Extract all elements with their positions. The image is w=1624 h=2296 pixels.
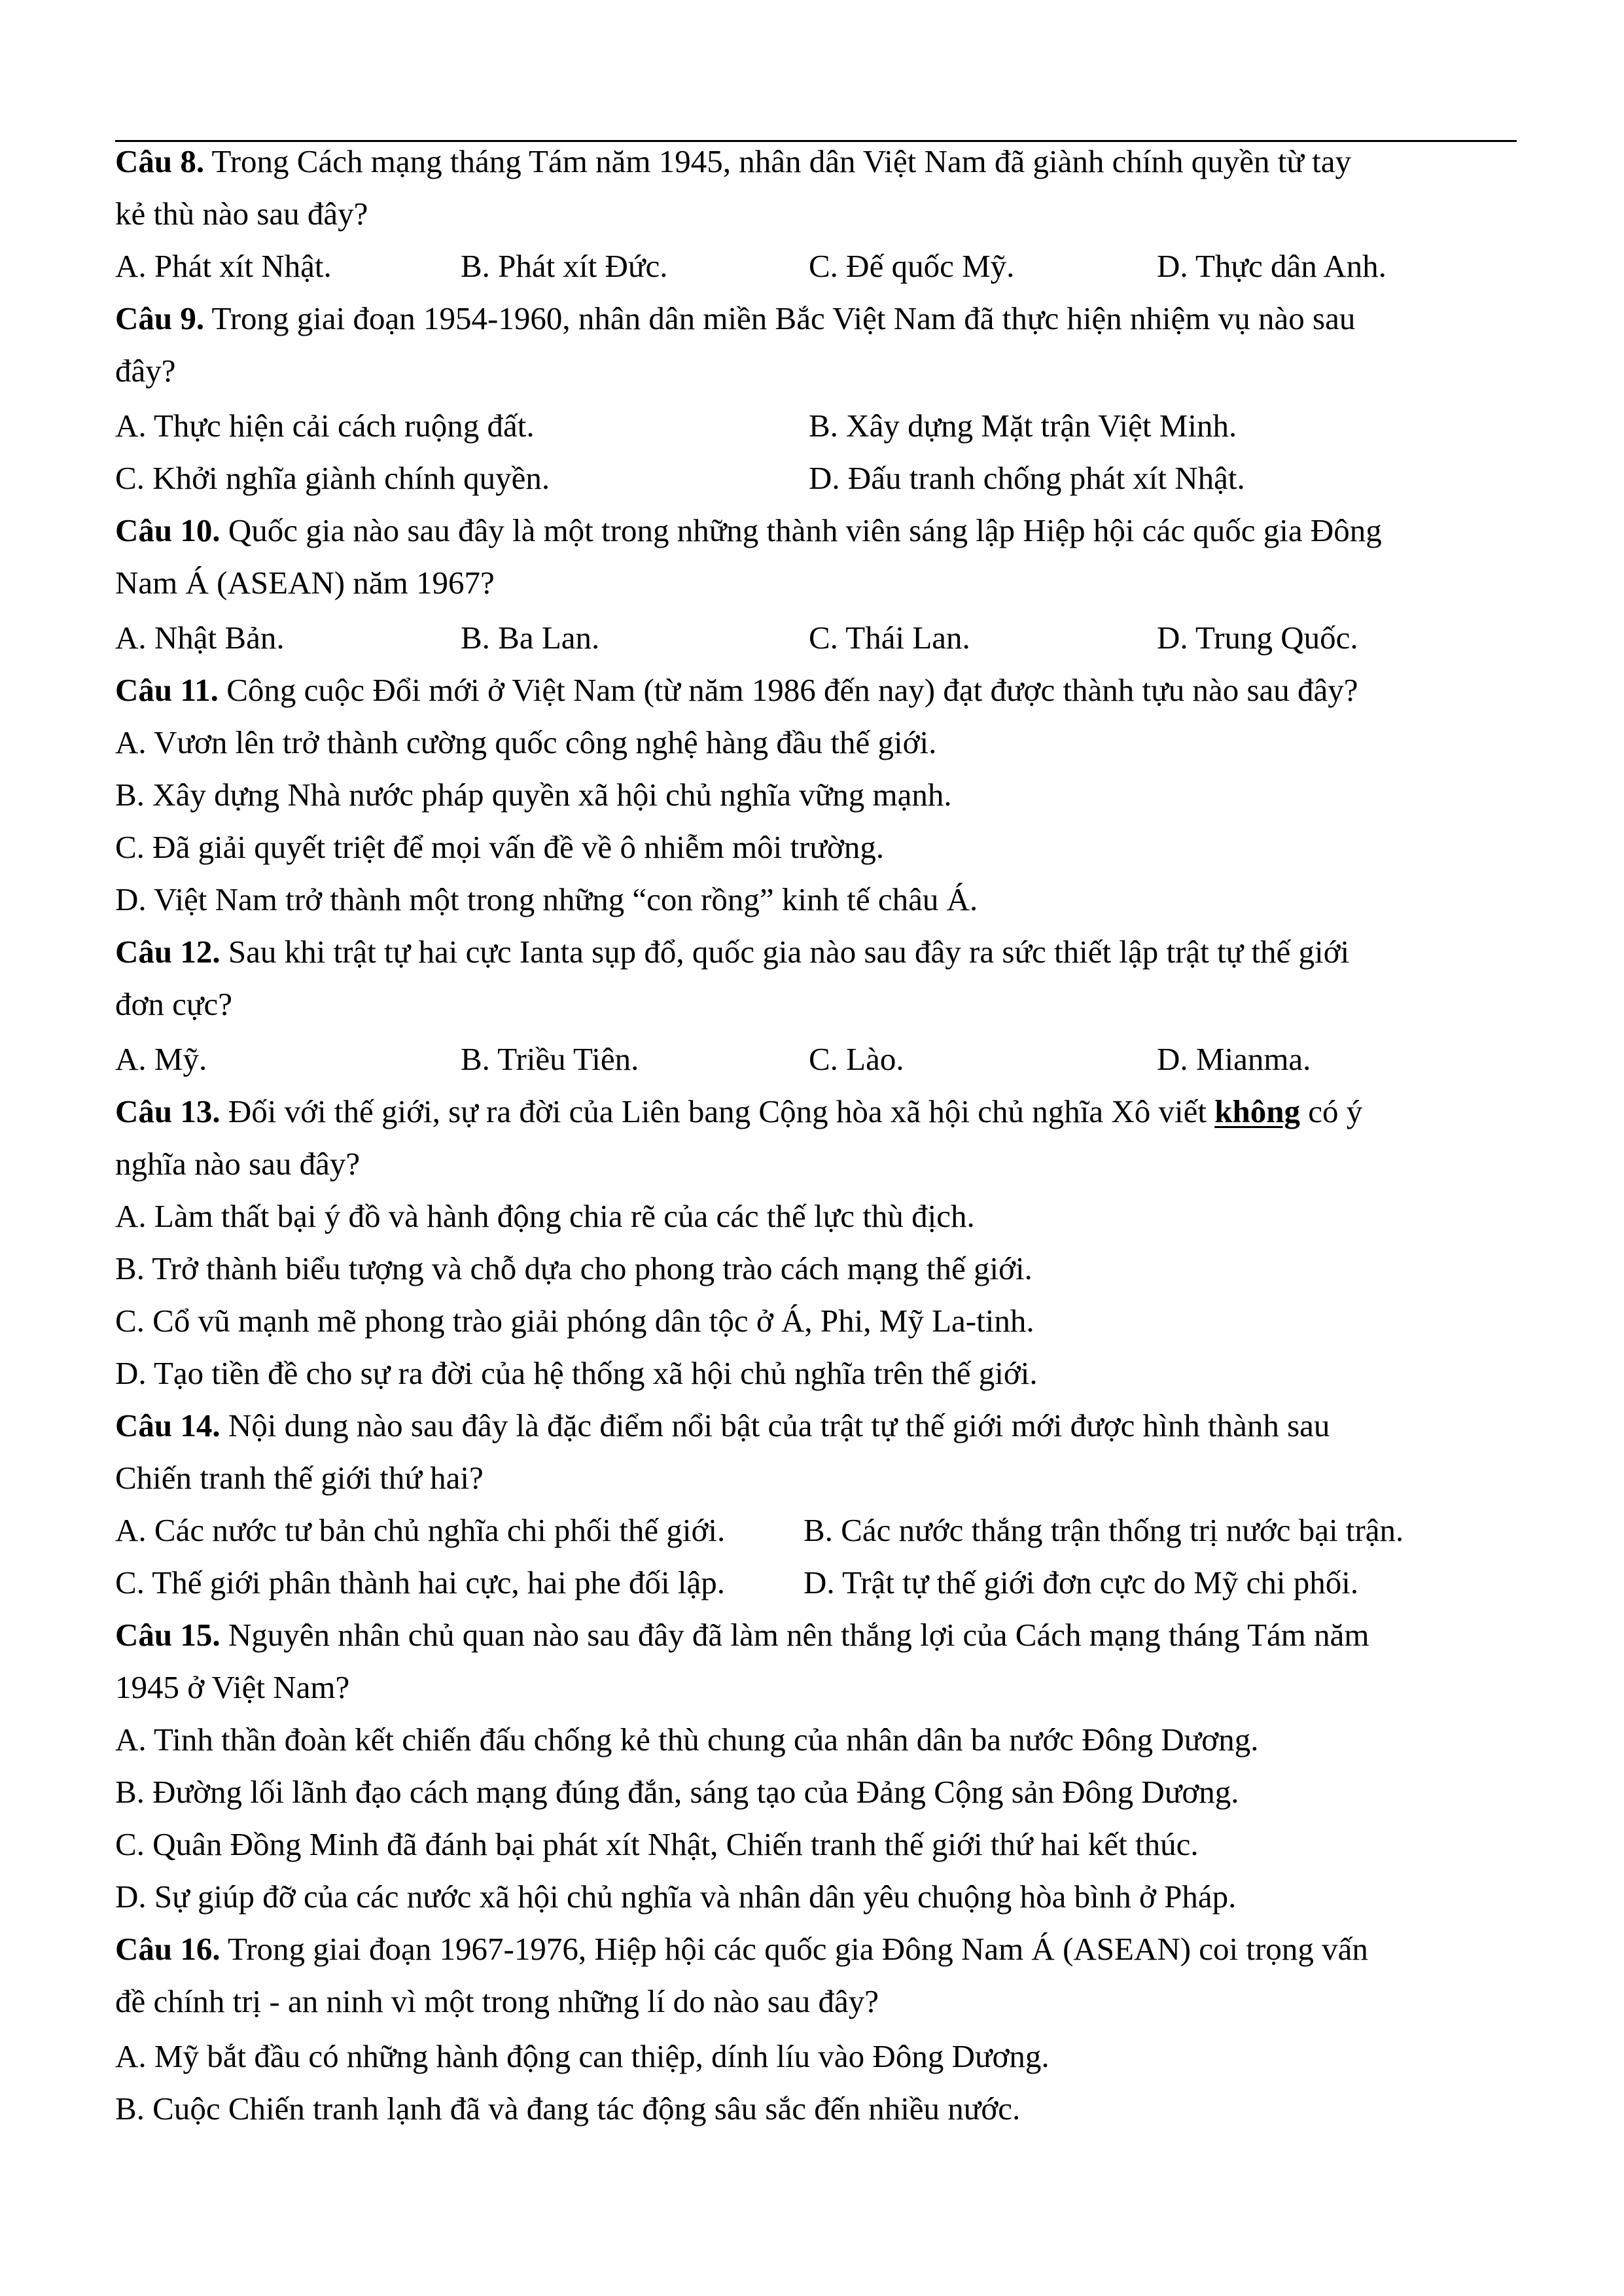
question-15 (115, 1616, 1522, 1654)
option-d[interactable]: D. Tạo tiền đề cho sự ra đời của hệ thống xã hội chủ nghĩa trên thế giới. (115, 1355, 1038, 1391)
option-c[interactable]: C. Đã giải quyết triệt để mọi vấn đề về ô nhiễm môi trường. (115, 829, 885, 865)
question-text-line: đơn cực? (115, 986, 232, 1022)
question-text: Nguyên nhân chủ quan nào sau đây đã làm nên thắng lợi của Cách mạng tháng Tám năm (228, 1617, 1369, 1653)
question-text: có ý (1299, 1093, 1363, 1129)
question-text: Quốc gia nào sau đây là một trong những thành viên sáng lập Hiệp hội các quốc gia Đông (228, 512, 1382, 548)
top-rule (115, 140, 1517, 142)
option-a[interactable]: A. Mỹ bắt đầu có những hành động can thiệp, dính líu vào Đông Dương. (115, 2038, 1050, 2074)
option-c[interactable]: C. Thái Lan. (809, 620, 970, 656)
option-c[interactable]: C. Đế quốc Mỹ. (809, 248, 1015, 284)
question-text: Trong giai đoạn 1967-1976, Hiệp hội các quốc gia Đông Nam Á (ASEAN) coi trọng vấn (228, 1931, 1368, 1967)
question-13 (115, 1093, 1522, 1131)
question-text-line: kẻ thù nào sau đây? (115, 196, 368, 232)
question-14 (115, 1407, 1522, 1445)
option-d[interactable]: D. Việt Nam trở thành một trong những “con rồng” kinh tế châu Á. (115, 881, 978, 917)
option-a[interactable]: A. Vươn lên trở thành cường quốc công nghệ hàng đầu thế giới. (115, 724, 937, 760)
question-text-line: Nam Á (ASEAN) năm 1967? (115, 565, 495, 601)
option-a[interactable]: A. Thực hiện cải cách ruộng đất. (115, 408, 535, 444)
option-b[interactable]: B. Xây dựng Nhà nước pháp quyền xã hội chủ nghĩa vững mạnh. (115, 777, 952, 813)
option-d[interactable]: D. Đấu tranh chống phát xít Nhật. (809, 460, 1245, 496)
question-label: Câu 12. (115, 934, 221, 970)
option-d[interactable]: D. Thực dân Anh. (1157, 248, 1386, 284)
option-c[interactable]: C. Thế giới phân thành hai cực, hai phe đối lập. (115, 1564, 725, 1600)
question-text: Trong giai đoạn 1954-1960, nhân dân miền Bắc Việt Nam đã thực hiện nhiệm vụ nào sau (211, 300, 1356, 336)
option-d[interactable]: D. Trật tự thế giới đơn cực do Mỹ chi phối. (803, 1564, 1359, 1600)
question-10 (115, 512, 1522, 550)
option-a[interactable]: A. Nhật Bản. (115, 620, 285, 656)
question-label: Câu 14. (115, 1407, 221, 1443)
option-a[interactable]: A. Các nước tư bản chủ nghĩa chi phối thế giới. (115, 1512, 726, 1548)
question-label: Câu 13. (115, 1093, 221, 1129)
question-9 (115, 300, 1522, 338)
question-text: Trong Cách mạng tháng Tám năm 1945, nhân dân Việt Nam đã giành chính quyền từ tay (211, 143, 1352, 179)
question-text: Công cuộc Đổi mới ở Việt Nam (từ năm 1986 đến nay) đạt được thành tựu nào sau đây? (226, 672, 1358, 708)
question-8 (115, 143, 1522, 181)
option-a[interactable]: A. Làm thất bại ý đồ và hành động chia rẽ của các thế lực thù địch. (115, 1198, 975, 1234)
option-b[interactable]: B. Trở thành biểu tượng và chỗ dựa cho phong trào cách mạng thế giới. (115, 1250, 1033, 1286)
question-label: Câu 16. (115, 1931, 221, 1967)
option-a[interactable]: A. Phát xít Nhật. (115, 248, 332, 284)
question-text: Sau khi trật tự hai cực Ianta sụp đổ, quốc gia nào sau đây ra sức thiết lập trật tự thế giới (228, 934, 1350, 970)
option-d[interactable]: D. Sự giúp đỡ của các nước xã hội chủ nghĩa và nhân dân yêu chuộng hòa bình ở Pháp. (115, 1879, 1237, 1915)
question-label: Câu 11. (115, 672, 219, 708)
question-text-line: đề chính trị - an ninh vì một trong những lí do nào sau đây? (115, 1983, 879, 2019)
question-text-line: đây? (115, 353, 176, 389)
question-text: Nội dung nào sau đây là đặc điểm nổi bật của trật tự thế giới mới được hình thành sau (228, 1407, 1330, 1443)
question-label: Câu 9. (115, 300, 205, 336)
option-a[interactable]: A. Mỹ. (115, 1041, 207, 1077)
option-b[interactable]: B. Xây dựng Mặt trận Việt Minh. (809, 408, 1237, 444)
option-b[interactable]: B. Phát xít Đức. (461, 248, 668, 284)
question-text-line: 1945 ở Việt Nam? (115, 1669, 350, 1705)
question-text-line: Chiến tranh thế giới thứ hai? (115, 1460, 484, 1496)
option-c[interactable]: C. Khởi nghĩa giành chính quyền. (115, 460, 550, 496)
emphasis-not: không (1214, 1093, 1300, 1129)
option-b[interactable]: B. Ba Lan. (461, 620, 600, 656)
question-text-line: nghĩa nào sau đây? (115, 1146, 361, 1182)
option-b[interactable]: B. Các nước thắng trận thống trị nước bại trận. (803, 1512, 1404, 1548)
question-label: Câu 10. (115, 512, 221, 548)
question-label: Câu 15. (115, 1617, 221, 1653)
question-11 (115, 671, 1522, 709)
option-c[interactable]: C. Quân Đồng Minh đã đánh bại phát xít Nhật, Chiến tranh thế giới thứ hai kết thúc. (115, 1826, 1199, 1862)
question-12 (115, 933, 1522, 971)
option-b[interactable]: B. Triều Tiên. (461, 1041, 639, 1077)
question-16 (115, 1930, 1522, 1968)
question-text: Đối với thế giới, sự ra đời của Liên bang Cộng hòa xã hội chủ nghĩa Xô viết (228, 1093, 1215, 1129)
option-c[interactable]: C. Cổ vũ mạnh mẽ phong trào giải phóng dân tộc ở Á, Phi, Mỹ La-tinh. (115, 1303, 1034, 1339)
option-b[interactable]: B. Cuộc Chiến tranh lạnh đã và đang tác động sâu sắc đến nhiều nước. (115, 2091, 1021, 2127)
option-a[interactable]: A. Tinh thần đoàn kết chiến đấu chống kẻ thù chung của nhân dân ba nước Đông Dương. (115, 1722, 1259, 1757)
option-b[interactable]: B. Đường lối lãnh đạo cách mạng đúng đắn, sáng tạo của Đảng Cộng sản Đông Dương. (115, 1774, 1239, 1810)
option-c[interactable]: C. Lào. (809, 1041, 904, 1077)
option-d[interactable]: D. Mianma. (1157, 1041, 1311, 1077)
question-label: Câu 8. (115, 143, 205, 179)
option-d[interactable]: D. Trung Quốc. (1157, 620, 1358, 656)
